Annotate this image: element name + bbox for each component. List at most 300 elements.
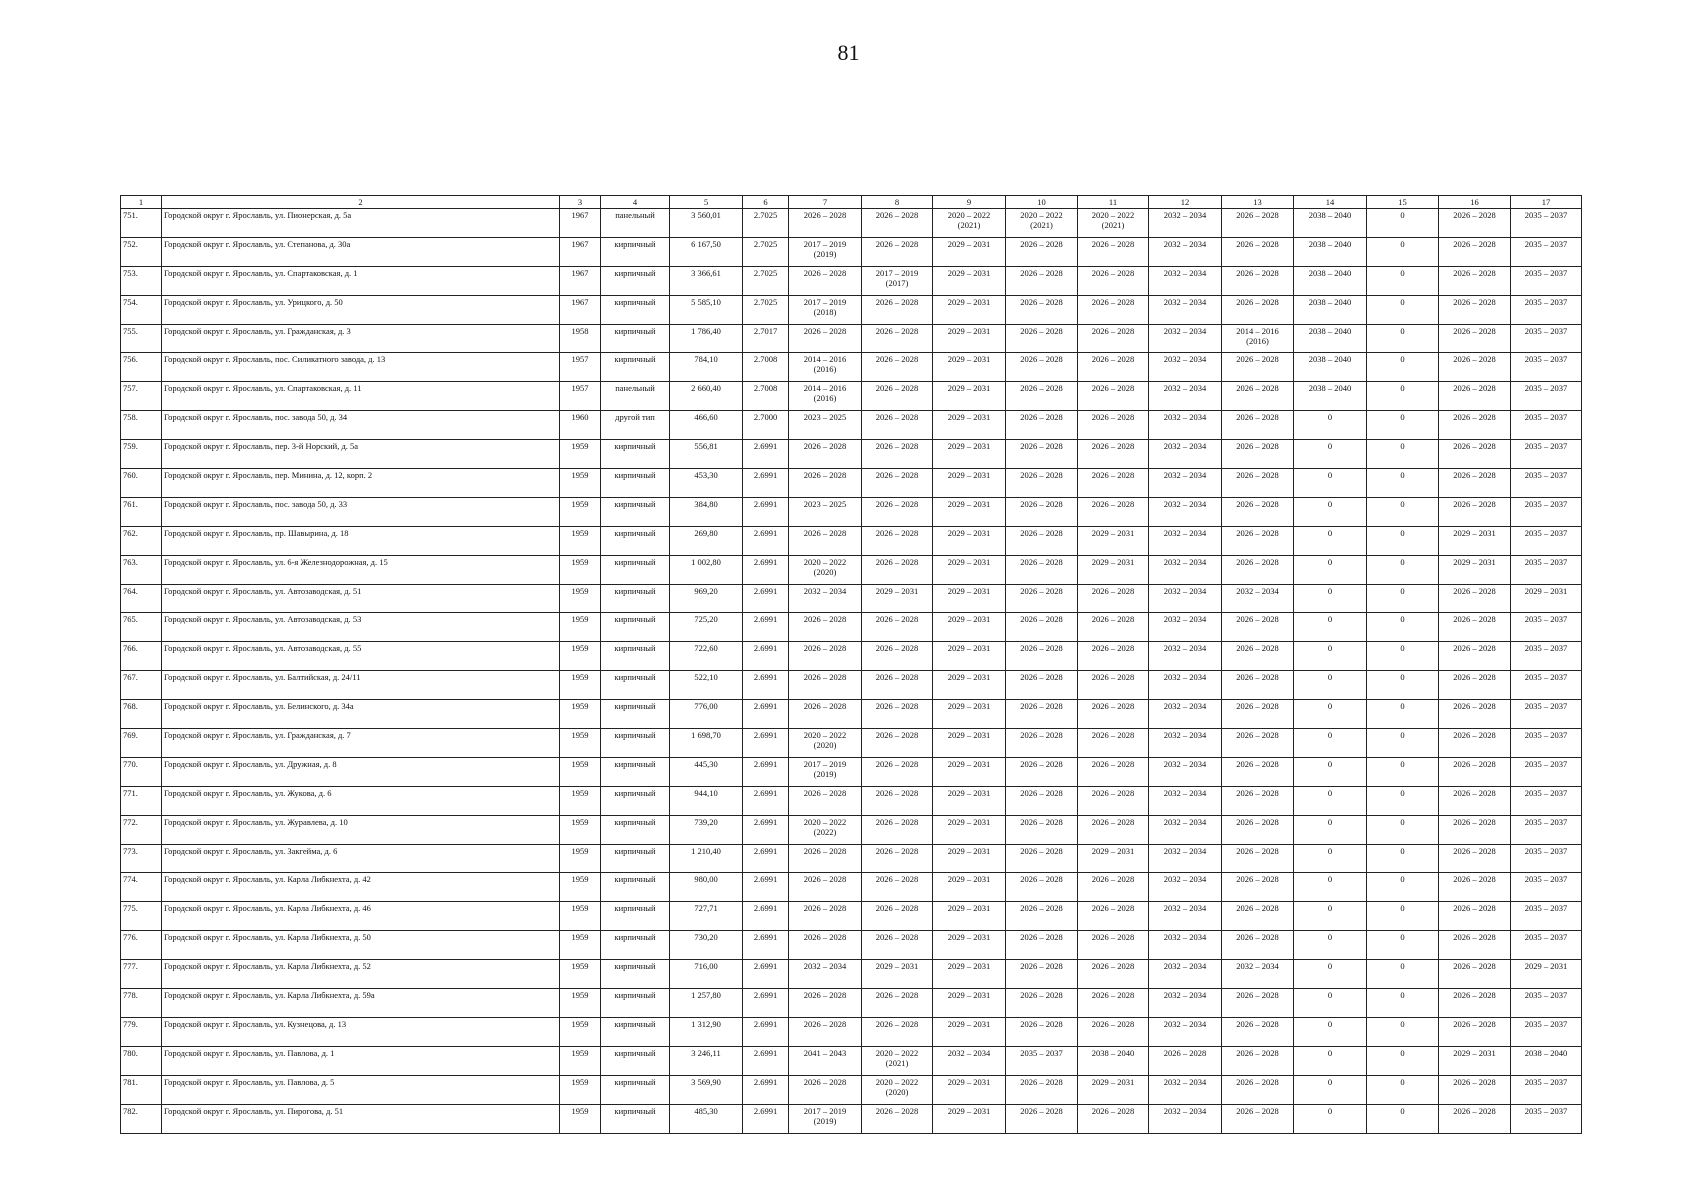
period-cell-8-actual-year: (2017) <box>885 277 909 288</box>
period-cell-15 <box>1367 960 1439 989</box>
year-cell <box>560 642 601 671</box>
period-cell-12-value: 2032 – 2034 <box>1163 701 1207 712</box>
period-cell-14 <box>1294 1046 1367 1075</box>
period-cell-15-value: 0 <box>1400 527 1405 538</box>
area-cell-value: 5 585,10 <box>691 296 721 307</box>
coefficient-cell <box>743 1017 789 1046</box>
period-cell-8-value: 2026 – 2028 <box>875 296 919 307</box>
year-cell-value: 1957 <box>571 354 589 365</box>
period-cell-13-value: 2026 – 2028 <box>1236 1047 1279 1058</box>
area-cell <box>670 295 743 324</box>
area-cell <box>670 555 743 584</box>
period-cell-13 <box>1222 382 1294 411</box>
period-cell-11-value: 2026 – 2028 <box>1091 354 1135 365</box>
period-cell-12-value: 2032 – 2034 <box>1163 672 1207 683</box>
period-cell-9-value: 2029 – 2031 <box>947 787 991 798</box>
period-cell-9-value: 2029 – 2031 <box>947 1105 991 1116</box>
period-cell-16-value: 2026 – 2028 <box>1453 412 1496 423</box>
period-cell-8-value: 2029 – 2031 <box>875 585 919 596</box>
period-cell-15 <box>1367 295 1439 324</box>
table-row <box>121 526 1582 555</box>
coefficient-cell-value: 2.6991 <box>753 585 778 596</box>
period-cell-13 <box>1222 1017 1294 1046</box>
period-cell-15-value: 0 <box>1400 701 1405 712</box>
area-cell-value: 725,20 <box>694 614 718 625</box>
period-cell-17 <box>1511 324 1582 353</box>
period-cell-13 <box>1222 469 1294 498</box>
address-cell <box>162 324 560 353</box>
period-cell-7-value: 2017 – 2019 <box>803 758 847 769</box>
period-cell-16-value: 2026 – 2028 <box>1453 238 1496 249</box>
period-cell-13 <box>1222 671 1294 700</box>
period-cell-8 <box>862 902 933 931</box>
period-cell-15 <box>1367 700 1439 729</box>
period-cell-8-actual-year: (2021) <box>885 1057 909 1068</box>
area-cell-value: 739,20 <box>694 816 718 827</box>
period-cell-17 <box>1511 555 1582 584</box>
period-cell-10-value: 2026 – 2028 <box>1020 556 1063 567</box>
period-cell-16 <box>1439 1017 1511 1046</box>
coefficient-cell-value: 2.6991 <box>753 441 778 452</box>
period-cell-14-value: 2038 – 2040 <box>1308 238 1352 249</box>
period-cell-8 <box>862 324 933 353</box>
period-cell-11 <box>1078 497 1149 526</box>
address-cell <box>162 1075 560 1104</box>
period-cell-15 <box>1367 613 1439 642</box>
period-cell-16-value: 2026 – 2028 <box>1453 903 1496 914</box>
period-cell-8 <box>862 989 933 1018</box>
column-header-12: 12 <box>1149 196 1222 209</box>
row-number-cell <box>121 757 162 786</box>
period-cell-15-value: 0 <box>1400 874 1405 885</box>
period-cell-12 <box>1149 729 1222 758</box>
period-cell-11 <box>1078 700 1149 729</box>
period-cell-13-value: 2026 – 2028 <box>1236 845 1279 856</box>
wall-material-cell <box>601 960 670 989</box>
period-cell-13 <box>1222 786 1294 815</box>
period-cell-16 <box>1439 555 1511 584</box>
row-number-cell-value: 753. <box>123 267 138 278</box>
period-cell-10 <box>1006 815 1078 844</box>
area-cell <box>670 584 743 613</box>
period-cell-13 <box>1222 353 1294 382</box>
period-cell-7-actual-year: (2022) <box>813 826 837 837</box>
row-number-cell <box>121 584 162 613</box>
period-cell-16-value: 2026 – 2028 <box>1453 643 1496 654</box>
period-cell-9-value: 2029 – 2031 <box>947 1076 991 1087</box>
row-number-cell-value: 773. <box>123 845 138 856</box>
period-cell-14 <box>1294 584 1367 613</box>
address-cell-value: Городской округ г. Ярославль, ул. Автозаводская, д. 55 <box>164 643 362 654</box>
coefficient-cell-value: 2.6991 <box>753 730 778 741</box>
period-cell-12-value: 2032 – 2034 <box>1163 527 1207 538</box>
period-cell-17 <box>1511 960 1582 989</box>
period-cell-12 <box>1149 960 1222 989</box>
period-cell-10-value: 2026 – 2028 <box>1020 354 1063 365</box>
period-cell-9-value: 2029 – 2031 <box>947 527 991 538</box>
period-cell-16 <box>1439 931 1511 960</box>
period-cell-9 <box>933 497 1006 526</box>
period-cell-12 <box>1149 671 1222 700</box>
period-cell-13-value: 2026 – 2028 <box>1236 758 1279 769</box>
period-cell-12-value: 2032 – 2034 <box>1163 238 1207 249</box>
period-cell-12 <box>1149 815 1222 844</box>
period-cell-13-value: 2026 – 2028 <box>1236 527 1279 538</box>
period-cell-13 <box>1222 1104 1294 1133</box>
year-cell-value: 1959 <box>571 990 589 1001</box>
period-cell-12 <box>1149 295 1222 324</box>
period-cell-8 <box>862 266 933 295</box>
coefficient-cell-value: 2.7008 <box>753 354 778 365</box>
period-cell-14 <box>1294 237 1367 266</box>
wall-material-cell-value: кирпичный <box>614 990 656 1001</box>
row-number-cell-value: 776. <box>123 932 138 943</box>
period-cell-15 <box>1367 729 1439 758</box>
address-cell <box>162 931 560 960</box>
period-cell-15 <box>1367 1075 1439 1104</box>
row-number-cell <box>121 844 162 873</box>
period-cell-8-value: 2026 – 2028 <box>875 527 919 538</box>
period-cell-15-value: 0 <box>1400 643 1405 654</box>
period-cell-14-value: 0 <box>1327 470 1333 481</box>
period-cell-15 <box>1367 815 1439 844</box>
table-row <box>121 324 1582 353</box>
period-cell-14 <box>1294 815 1367 844</box>
year-cell-value: 1959 <box>571 874 589 885</box>
period-cell-9 <box>933 209 1006 238</box>
period-cell-9 <box>933 440 1006 469</box>
wall-material-cell-value: кирпичный <box>614 527 656 538</box>
wall-material-cell-value: кирпичный <box>614 816 656 827</box>
address-cell-value: Городской округ г. Ярославль, ул. Карла Либкнехта, д. 46 <box>164 903 371 914</box>
period-cell-17 <box>1511 584 1582 613</box>
period-cell-13 <box>1222 1046 1294 1075</box>
wall-material-cell <box>601 815 670 844</box>
period-cell-16-value: 2026 – 2028 <box>1453 874 1496 885</box>
period-cell-17-value: 2035 – 2037 <box>1524 903 1568 914</box>
area-cell-value: 1 002,80 <box>691 556 721 567</box>
coefficient-cell-value: 2.7017 <box>753 325 778 336</box>
wall-material-cell <box>601 382 670 411</box>
address-cell-value: Городской округ г. Ярославль, ул. Журавлева, д. 10 <box>164 816 348 827</box>
address-cell-value: Городской округ г. Ярославль, ул. Карла Либкнехта, д. 50 <box>164 932 371 943</box>
coefficient-cell <box>743 584 789 613</box>
period-cell-12-value: 2032 – 2034 <box>1163 412 1207 423</box>
period-cell-8-value: 2026 – 2028 <box>875 238 919 249</box>
period-cell-13-value: 2026 – 2028 <box>1236 816 1279 827</box>
period-cell-8-value: 2026 – 2028 <box>875 412 919 423</box>
period-cell-9 <box>933 613 1006 642</box>
period-cell-15 <box>1367 873 1439 902</box>
period-cell-7-actual-year: (2019) <box>813 1115 837 1126</box>
period-cell-13-value: 2026 – 2028 <box>1236 556 1279 567</box>
year-cell <box>560 700 601 729</box>
period-cell-14-value: 0 <box>1327 556 1333 567</box>
period-cell-17-value: 2035 – 2037 <box>1524 527 1568 538</box>
period-cell-7-value: 2026 – 2028 <box>803 325 847 336</box>
period-cell-9 <box>933 960 1006 989</box>
coefficient-cell <box>743 411 789 440</box>
period-cell-12-value: 2032 – 2034 <box>1163 210 1207 220</box>
row-number-cell <box>121 266 162 295</box>
year-cell-value: 1959 <box>571 643 589 654</box>
period-cell-12-value: 2032 – 2034 <box>1163 556 1207 567</box>
year-cell <box>560 440 601 469</box>
period-cell-14-value: 0 <box>1327 441 1333 452</box>
period-cell-10-value: 2026 – 2028 <box>1020 990 1063 1001</box>
table-row <box>121 295 1582 324</box>
period-cell-11 <box>1078 382 1149 411</box>
period-cell-17 <box>1511 353 1582 382</box>
period-cell-15-value: 0 <box>1400 1076 1405 1087</box>
period-cell-7-value: 2032 – 2034 <box>803 961 847 972</box>
period-cell-7-value: 2014 – 2016 <box>803 383 847 394</box>
row-number-cell <box>121 786 162 815</box>
area-cell-value: 3 560,01 <box>691 210 721 220</box>
period-cell-11 <box>1078 1075 1149 1104</box>
table-row <box>121 237 1582 266</box>
column-header-15: 15 <box>1367 196 1439 209</box>
period-cell-14-value: 0 <box>1327 903 1333 914</box>
coefficient-cell <box>743 613 789 642</box>
wall-material-cell-value: кирпичный <box>614 903 656 914</box>
table-row <box>121 411 1582 440</box>
area-cell-value: 776,00 <box>694 701 718 712</box>
period-cell-9 <box>933 469 1006 498</box>
area-cell-value: 3 366,61 <box>691 267 721 278</box>
wall-material-cell <box>601 1017 670 1046</box>
table-header <box>121 196 1582 209</box>
period-cell-9 <box>933 729 1006 758</box>
address-cell <box>162 526 560 555</box>
table-row <box>121 497 1582 526</box>
period-cell-17 <box>1511 526 1582 555</box>
wall-material-cell-value: кирпичный <box>614 585 656 596</box>
coefficient-cell <box>743 440 789 469</box>
period-cell-14 <box>1294 700 1367 729</box>
period-cell-7 <box>789 757 862 786</box>
area-cell-value: 3 569,90 <box>691 1076 721 1087</box>
period-cell-9 <box>933 1046 1006 1075</box>
period-cell-13-value: 2026 – 2028 <box>1236 383 1279 394</box>
period-cell-7 <box>789 1075 862 1104</box>
period-cell-9-value: 2029 – 2031 <box>947 874 991 885</box>
year-cell <box>560 353 601 382</box>
address-cell-value: Городской округ г. Ярославль, ул. Спартаковская, д. 1 <box>164 267 358 278</box>
coefficient-cell <box>743 295 789 324</box>
period-cell-10 <box>1006 989 1078 1018</box>
period-cell-8-value: 2026 – 2028 <box>875 845 919 856</box>
period-cell-17-value: 2035 – 2037 <box>1524 672 1568 683</box>
period-cell-15 <box>1367 237 1439 266</box>
table-row <box>121 469 1582 498</box>
period-cell-17-value: 2035 – 2037 <box>1524 1076 1568 1087</box>
period-cell-9-value: 2029 – 2031 <box>947 614 991 625</box>
period-cell-15 <box>1367 411 1439 440</box>
period-cell-14 <box>1294 497 1367 526</box>
period-cell-15-value: 0 <box>1400 614 1405 625</box>
period-cell-10 <box>1006 526 1078 555</box>
period-cell-7-value: 2026 – 2028 <box>803 441 847 452</box>
period-cell-10 <box>1006 642 1078 671</box>
period-cell-15-value: 0 <box>1400 961 1405 972</box>
period-cell-16-value: 2026 – 2028 <box>1453 816 1496 827</box>
period-cell-11-value: 2029 – 2031 <box>1091 845 1135 856</box>
period-cell-7-value: 2026 – 2028 <box>803 267 847 278</box>
year-cell-value: 1959 <box>571 1047 589 1058</box>
period-cell-7 <box>789 1104 862 1133</box>
period-cell-13-value: 2026 – 2028 <box>1236 932 1279 943</box>
period-cell-16 <box>1439 1104 1511 1133</box>
wall-material-cell-value: кирпичный <box>614 845 656 856</box>
period-cell-12-value: 2032 – 2034 <box>1163 874 1207 885</box>
period-cell-14-value: 2038 – 2040 <box>1308 210 1352 220</box>
period-cell-7-value: 2017 – 2019 <box>803 1105 847 1116</box>
table-row <box>121 815 1582 844</box>
period-cell-11-value: 2026 – 2028 <box>1091 296 1135 307</box>
year-cell-value: 1967 <box>571 267 589 278</box>
period-cell-8-value: 2026 – 2028 <box>875 441 919 452</box>
period-cell-14 <box>1294 960 1367 989</box>
period-cell-17-value: 2035 – 2037 <box>1524 816 1568 827</box>
period-cell-10 <box>1006 902 1078 931</box>
period-cell-8-value: 2026 – 2028 <box>875 556 919 567</box>
period-cell-10-value: 2026 – 2028 <box>1020 441 1063 452</box>
row-number-cell <box>121 324 162 353</box>
period-cell-8-value: 2026 – 2028 <box>875 816 919 827</box>
period-cell-13 <box>1222 237 1294 266</box>
period-cell-9-value: 2029 – 2031 <box>947 296 991 307</box>
row-number-cell-value: 782. <box>123 1105 138 1116</box>
year-cell-value: 1960 <box>571 412 589 423</box>
period-cell-7 <box>789 237 862 266</box>
area-cell-value: 980,00 <box>694 874 718 885</box>
period-cell-16 <box>1439 353 1511 382</box>
period-cell-7 <box>789 815 862 844</box>
period-cell-14 <box>1294 469 1367 498</box>
area-cell <box>670 1104 743 1133</box>
area-cell-value: 6 167,50 <box>691 238 721 249</box>
address-cell <box>162 786 560 815</box>
period-cell-12 <box>1149 1046 1222 1075</box>
period-cell-7 <box>789 989 862 1018</box>
period-cell-17-value: 2035 – 2037 <box>1524 845 1568 856</box>
coefficient-cell-value: 2.7008 <box>753 383 778 394</box>
coefficient-cell <box>743 844 789 873</box>
period-cell-17 <box>1511 671 1582 700</box>
period-cell-13 <box>1222 411 1294 440</box>
period-cell-9-value: 2029 – 2031 <box>947 1018 991 1029</box>
period-cell-11-value: 2026 – 2028 <box>1091 1105 1135 1116</box>
period-cell-16 <box>1439 324 1511 353</box>
period-cell-17-value: 2035 – 2037 <box>1524 296 1568 307</box>
period-cell-15 <box>1367 266 1439 295</box>
period-cell-10 <box>1006 266 1078 295</box>
area-cell-value: 716,00 <box>694 961 718 972</box>
area-cell <box>670 873 743 902</box>
period-cell-12 <box>1149 844 1222 873</box>
period-cell-9-value: 2029 – 2031 <box>947 441 991 452</box>
row-number-cell <box>121 700 162 729</box>
period-cell-9 <box>933 237 1006 266</box>
period-cell-10 <box>1006 786 1078 815</box>
period-cell-15-value: 0 <box>1400 470 1405 481</box>
period-cell-12-value: 2032 – 2034 <box>1163 1018 1207 1029</box>
period-cell-13-value: 2026 – 2028 <box>1236 267 1279 278</box>
area-cell-value: 1 786,40 <box>691 325 721 336</box>
period-cell-11-value: 2026 – 2028 <box>1091 267 1135 278</box>
period-cell-12 <box>1149 584 1222 613</box>
wall-material-cell <box>601 757 670 786</box>
area-cell <box>670 266 743 295</box>
column-header-17: 17 <box>1511 196 1582 209</box>
period-cell-11 <box>1078 642 1149 671</box>
period-cell-10 <box>1006 497 1078 526</box>
period-cell-15 <box>1367 324 1439 353</box>
period-cell-8-value: 2026 – 2028 <box>875 787 919 798</box>
period-cell-16 <box>1439 526 1511 555</box>
area-cell-value: 453,30 <box>694 470 718 481</box>
period-cell-7-value: 2026 – 2028 <box>803 701 847 712</box>
period-cell-14 <box>1294 440 1367 469</box>
address-cell-value: Городской округ г. Ярославль, ул. Гражданская, д. 3 <box>164 325 351 336</box>
address-cell-value: Городской округ г. Ярославль, пр. Шавырина, д. 18 <box>164 527 349 538</box>
coefficient-cell <box>743 497 789 526</box>
period-cell-16-value: 2026 – 2028 <box>1453 701 1496 712</box>
period-cell-9-value: 2029 – 2031 <box>947 758 991 769</box>
period-cell-13 <box>1222 266 1294 295</box>
area-cell <box>670 1046 743 1075</box>
period-cell-13-value: 2026 – 2028 <box>1236 701 1279 712</box>
column-header-5: 5 <box>670 196 743 209</box>
period-cell-7-value: 2026 – 2028 <box>803 932 847 943</box>
period-cell-10-value: 2026 – 2028 <box>1020 614 1063 625</box>
period-cell-12-value: 2032 – 2034 <box>1163 1076 1207 1087</box>
period-cell-10-value: 2035 – 2037 <box>1020 1047 1063 1058</box>
period-cell-13 <box>1222 844 1294 873</box>
year-cell-value: 1959 <box>571 816 589 827</box>
period-cell-16 <box>1439 613 1511 642</box>
row-number-cell-value: 769. <box>123 730 138 741</box>
column-header-9: 9 <box>933 196 1006 209</box>
row-number-cell-value: 774. <box>123 874 138 885</box>
period-cell-7-actual-year: (2020) <box>813 566 837 577</box>
period-cell-16-value: 2026 – 2028 <box>1453 470 1496 481</box>
period-cell-10-value: 2026 – 2028 <box>1020 498 1063 509</box>
period-cell-8 <box>862 786 933 815</box>
period-cell-7 <box>789 613 862 642</box>
period-cell-10-value: 2026 – 2028 <box>1020 267 1063 278</box>
period-cell-9-value: 2029 – 2031 <box>947 730 991 741</box>
period-cell-13-value: 2026 – 2028 <box>1236 441 1279 452</box>
period-cell-14-value: 2038 – 2040 <box>1308 325 1352 336</box>
period-cell-16 <box>1439 729 1511 758</box>
period-cell-10-value: 2026 – 2028 <box>1020 787 1063 798</box>
area-cell <box>670 671 743 700</box>
period-cell-10 <box>1006 440 1078 469</box>
period-cell-17 <box>1511 440 1582 469</box>
period-cell-10-value: 2026 – 2028 <box>1020 758 1063 769</box>
table-row <box>121 902 1582 931</box>
period-cell-7-value: 2023 – 2025 <box>803 498 847 509</box>
row-number-cell-value: 760. <box>123 470 138 481</box>
wall-material-cell-value: кирпичный <box>614 1105 656 1116</box>
wall-material-cell-value: панельный <box>615 383 655 394</box>
period-cell-14-value: 0 <box>1327 1047 1333 1058</box>
year-cell-value: 1959 <box>571 1105 589 1116</box>
period-cell-12 <box>1149 1075 1222 1104</box>
period-cell-11-value: 2026 – 2028 <box>1091 383 1135 394</box>
